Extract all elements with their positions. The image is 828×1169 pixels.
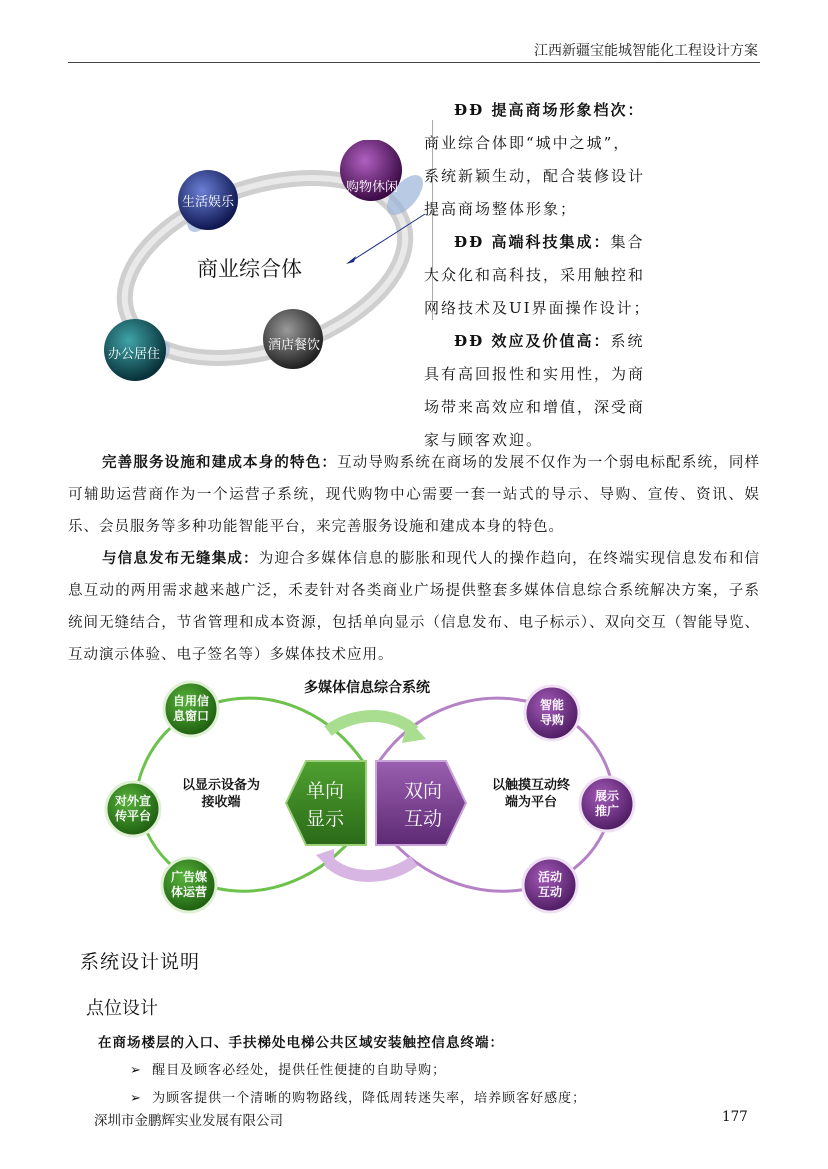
node-smart-shopping: 智能 导购 — [539, 698, 564, 727]
feature-marker: ÐÐ — [454, 233, 492, 251]
feature-line — [424, 397, 645, 417]
feature-text: 家与顾客欢迎。 — [424, 431, 544, 449]
feature-heading: 高端科技集成： — [491, 233, 611, 251]
feature-text: 网络技术及UI界面操作设计； — [424, 299, 651, 317]
feature-line — [454, 331, 644, 351]
feature-line — [424, 199, 577, 219]
multimedia-title: 多媒体信息综合系统 — [304, 680, 430, 696]
page-number: 177 — [722, 1109, 748, 1125]
right-caption: 以触摸互动终 端为平台 — [491, 778, 570, 810]
node-display-promotion: 展示 推广 — [594, 789, 619, 818]
feature-heading: 提高商场形象档次： — [491, 101, 645, 119]
paragraph-service-body: 互动导购系统在商场的发展不仅作为一个弱电标配系统，同样可辅助运营商作为一个运营子系统，现代购物中心需要一套一站式的导示、导购、宣传、资讯、娱乐、会员服务等多种功能智能平台，来完善服务设施和建成本身的特色。 — [68, 455, 760, 535]
two-way-interaction-label: 双向 互动 — [403, 780, 442, 830]
feature-marker: ÐÐ — [454, 101, 492, 119]
paragraph-service — [68, 447, 760, 543]
feature-line — [454, 100, 644, 120]
bullet-item: ➢ 为顾客提供一个清晰的购物路线，降低周转迷失率，培养顾客好感度； — [130, 1091, 587, 1106]
ball-label-hotel: 酒店餐饮 — [268, 338, 321, 353]
feature-marker: ÐÐ — [454, 332, 492, 350]
feature-line — [424, 133, 630, 153]
one-way-display-label: 单向 显示 — [305, 780, 344, 830]
header-rule — [68, 62, 760, 63]
feature-text: 提高商场整体形象； — [424, 200, 578, 218]
placement-intro: 在商场楼层的入口、手扶梯处电梯公共区域安装触控信息终端： — [98, 1035, 504, 1051]
node-activity-interaction: 活动 互动 — [537, 870, 562, 899]
bullet-arrow-icon: ➢ — [130, 1091, 142, 1106]
features-column — [424, 100, 664, 450]
feature-text: 场带来高效应和增值，深受商 — [424, 398, 646, 416]
bullet-arrow-icon: ➢ — [130, 1063, 142, 1078]
paragraph-service-lead: 完善服务设施和建成本身的特色： — [102, 454, 338, 471]
node-ad-media: 广告媒 体运营 — [170, 870, 207, 899]
complex-diagram — [100, 140, 430, 390]
complex-center-label: 商业综合体 — [197, 257, 302, 281]
ball-label-leisure: 生活娱乐 — [182, 195, 235, 210]
feature-line — [454, 232, 644, 252]
left-caption: 以显示设备为 接收端 — [181, 778, 260, 810]
footer-company: 深圳市金鹏辉实业发展有限公司 — [94, 1113, 283, 1129]
feature-line — [424, 265, 645, 285]
node-external-publicity: 对外宣 传平台 — [114, 794, 151, 823]
ball-label-office: 办公居住 — [108, 347, 161, 362]
section-heading: 系统设计说明 — [80, 951, 201, 973]
feature-text: 系统 — [610, 332, 645, 350]
subsection-heading: 点位设计 — [86, 998, 158, 1019]
feature-heading: 效应及价值高： — [491, 332, 611, 350]
feature-line — [424, 298, 651, 318]
multimedia-diagram — [96, 673, 656, 923]
feature-line — [424, 166, 645, 186]
pointer-arrow — [350, 214, 425, 262]
node-self-info-window: 自用信 息窗口 — [172, 694, 209, 723]
feature-text: 大众化和高科技，采用触控和 — [424, 266, 646, 284]
feature-text: 具有高回报性和实用性，为商 — [424, 365, 646, 383]
paragraph-integration-lead: 与信息发布无缝集成： — [102, 550, 259, 567]
page-header-title: 江西新疆宝能城智能化工程设计方案 — [534, 43, 758, 59]
ball-label-shopping: 购物休闲 — [346, 180, 399, 195]
paragraph-integration — [68, 543, 760, 671]
feature-text: 商业综合体即“城中之城”， — [424, 134, 631, 152]
paragraph-integration-body: 为迎合多媒体信息的膨胀和现代人的操作趋向，在终端实现信息发布和信息互动的两用需求越来越广泛，禾麦针对各类商业广场提供整套多媒体信息综合系统解决方案，子系统间无缝结合，节省管理和成本资源，包括单向显示（信息发布、电子标示）、双向交互（智能导览、互动演示体验、电子签名等）多媒体技术应用。 — [68, 551, 761, 663]
feature-text: 集合 — [610, 233, 645, 251]
feature-line — [424, 364, 645, 384]
feature-text: 系统新颖生动，配合装修设计 — [424, 167, 646, 185]
bullet-item: ➢ 醒目及顾客必经处，提供任性便捷的自助导购； — [130, 1063, 447, 1078]
